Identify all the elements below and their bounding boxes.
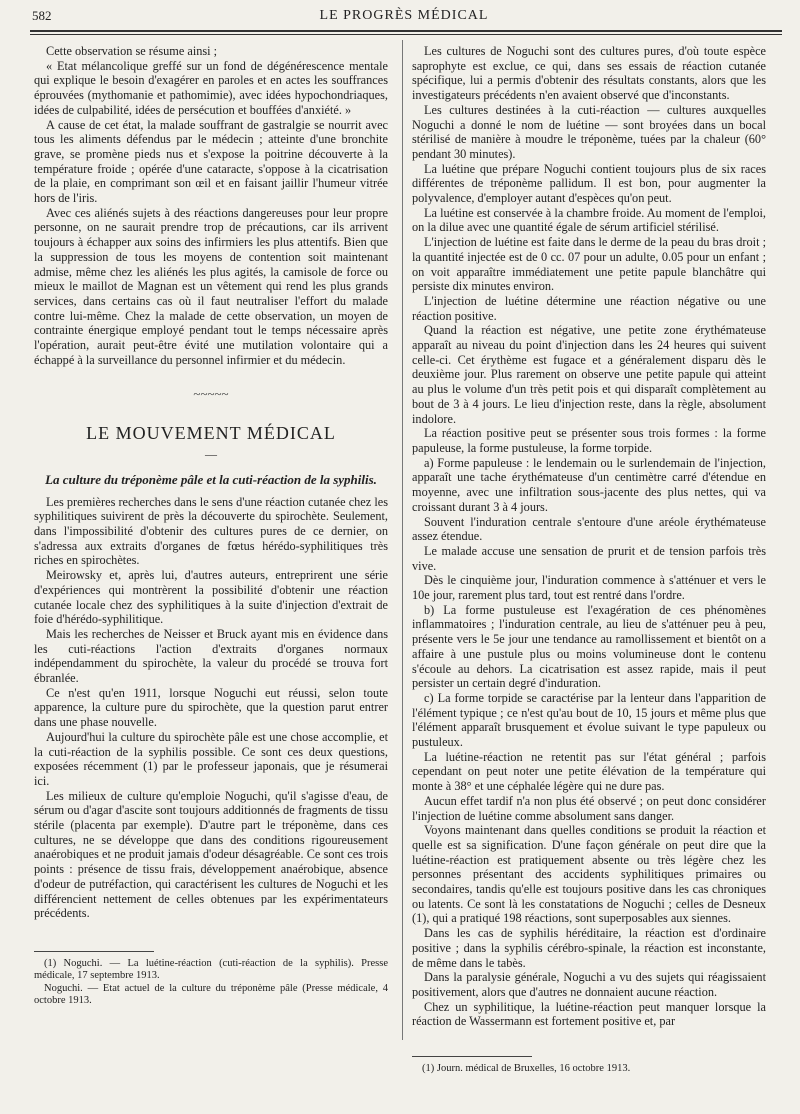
paragraph: L'injection de luétine détermine une réaction négative ou une réaction positive.	[412, 293, 766, 323]
section-dash: —	[205, 446, 217, 461]
paragraph: Dans la paralysie générale, Noguchi a vu des sujets qui réagissaient positivement, alors que d'autres ne donnaient aucune réaction.	[412, 970, 766, 999]
paragraph: Dans les cas de syphilis héréditaire, la réaction est d'ordinaire positive ; dans la syphilis cérébro-spinale, la réaction est inconstante, de même dans le tabès.	[412, 926, 766, 970]
paragraph: La luétine que prépare Noguchi contient toujours plus de six races différentes de tréponème pallidum. Il est bon, pour augmenter la polyvalence, d'employer autant d'espèces qu'on peut.	[412, 161, 766, 206]
paragraph: Meirowsky et, après lui, d'autres auteurs, entreprirent une série d'expériences qui montrèrent la possibilité d'obtenir une réaction cutanée locale chez des syphilitiques à la suite d'injection d'extrait de foie d'hérédo-syphilitique.	[34, 568, 388, 627]
paragraph: Aucun effet tardif n'a non plus été observé ; on peut donc considérer l'injection de luétine comme absolument sans danger.	[412, 793, 766, 823]
right-footnotes	[412, 1056, 766, 1076]
paragraph: Les premières recherches dans le sens d'une réaction cutanée chez les syphilitiques suivirent de près la découverte du spirochète. Seulement, dans l'impossibilité d'obtenir des cultures pures de ce dernier, on s'adressa aux extraits d'organes de fœtus hérédo-syphilitiques très riches en spirochètes.	[34, 494, 388, 568]
paragraph: La réaction positive peut se présenter sous trois formes : la forme papuleuse, la forme pustuleuse, la forme torpide.	[412, 426, 766, 455]
paragraph: La luétine-réaction ne retentit pas sur l'état général ; parfois cependant on peut noter une petite élévation de la température qui monte à 38° et une céphalée légère qui ne dure pas.	[412, 749, 766, 794]
section-ornament: ~~~~~	[193, 386, 229, 402]
paragraph: Chez un syphilitique, la luétine-réaction peut manquer lorsque la réaction de Wassermann est fortement positive et, par	[412, 999, 766, 1029]
right-column	[412, 44, 766, 1029]
page-number: 582	[32, 8, 52, 23]
paragraph: Dès le cinquième jour, l'induration commence à s'atténuer et vers le 10e jour, rarement plus tard, tout est rentré dans l'ordre.	[412, 573, 766, 603]
footnote-rule	[34, 951, 154, 952]
paragraph: Avec ces aliénés sujets à des réactions dangereuses pour leur propre personne, on ne saurait prendre trop de précautions, car ils arrivent toujours à échapper aux soins des infirmiers les plus attentifs. Bien que la suppression de tous les moyens de contention soit maintenant admise, même chez les aliénés les plus agités, la camisole de force ou mieux le maillot de Magnan est un vêtement qui rend les plus grands services, dans certains cas où il faut neutraliser l'effort du malade contre lui-même. Chez la malade de cette observation, un moyen de contrainte énergique employé pendant tout le temps nécessaire après l'opération, aurait peut-être évité une mutilation volontaire qui a échappé à la surveillance du personnel infirmier et du médecin.	[34, 205, 388, 367]
paragraph: c) La forme torpide se caractérise par la lenteur dans l'apparition de l'élément typique ; ce n'est qu'au bout de 10, 15 jours et même plus que l'élément apparaît brusquement et évolue suivant le type papuleux ou pustuleux.	[412, 690, 766, 750]
article-title: La culture du tréponème pâle et la cuti-réaction de la syphilis.	[45, 471, 377, 487]
paragraph: La luétine est conservée à la chambre froide. Au moment de l'emploi, on la dilue avec une quantité égale de sérum artificiel stérilisé.	[412, 205, 766, 235]
paragraph: Aujourd'hui la culture du spirochète pâle est une chose accomplie, et la cuti-réaction de la syphilis possible. Ce sont ces deux questions, exposées récemment (1) par le professeur japonais, que je résumerai ici.	[34, 729, 388, 788]
section-title: LE MOUVEMENT MÉDICAL	[86, 423, 336, 444]
paragraph: b) La forme pustuleuse est l'exagération de ces phénomènes inflammatoires ; l'induration centrale, au lieu de s'atténuer peu à peu, présente vers le 5e jour une tendance au ramollissement et bientôt on a affaire à une pustule plus ou moins volumineuse dont le contenu s'écoule au dehors. La cicatrisation est assez rapide, mais il peut persister un certain degré d'induration.	[412, 602, 766, 691]
paragraph: Les cultures destinées à la cuti-réaction — cultures auxquelles Noguchi a donné le nom de luétine — sont broyées dans un bocal stérilisé de manière à moudre le tréponème, tuées par la chaleur (60° pendant 30 minutes).	[412, 102, 766, 161]
journal-title: LE PROGRÈS MÉDICAL	[319, 8, 489, 23]
paragraph: Les cultures de Noguchi sont des cultures pures, d'où toute espèce saprophyte est exclue, ce qui, dans ses essais de réaction cutanée spécifique, lui a permis d'obtenir des résultats constants, alors que les investigateurs précédents n'en avaient observé que d'inconstants.	[412, 44, 766, 103]
paragraph: Voyons maintenant dans quelles conditions se produit la réaction et quelle est sa signification. D'une façon générale on peut dire que la luétine-réaction est pratiquement absente ou très légère chez les personnes présentant des accidents syphilitiques primaires ou secondaires, tandis qu'elle est toujours positive dans les cas chroniques ou latents. Ce sont là les constatations de Noguchi ; celles de Desneux (1), qui a pratiqué 198 réactions, sont superposables aux siennes.	[412, 823, 766, 926]
paragraph: Le malade accuse une sensation de prurit et de tension parfois très vive.	[412, 543, 766, 573]
paragraph: Mais les recherches de Neisser et Bruck ayant mis en évidence dans les cuti-réactions l'action d'extraits d'organes normaux indépendamment du spirochète, la valeur du procédé se trouva fort ébranlée.	[34, 626, 388, 686]
column-divider	[402, 40, 403, 1040]
paragraph: Cette observation se résume ainsi ;	[46, 44, 218, 58]
footnote: (1) Noguchi. — La luétine-réaction (cuti-réaction de la syphilis). Presse médicale, 17 septembre 1913.	[34, 957, 388, 982]
paragraph: L'injection de luétine est faite dans le derme de la peau du bras droit ; la quantité injectée est de 0 cc. 07 pour un adulte, 0.05 pour un enfant ; on voit apparaître immédiatement une petite papule blanchâtre qui persiste dix minutes environ.	[412, 235, 766, 294]
footnotes	[34, 951, 388, 1008]
footnote-rule	[412, 1056, 532, 1057]
paragraph: Quand la réaction est négative, une petite zone érythémateuse apparaît au niveau du point d'injection dans les 24 heures qui suivent celle-ci. Cet érythème est fugace et a généralement disparu dès le deuxième jour. Plus rarement on observe une petite papule qui atteint au plus le volume d'un très petit pois et qui disparaît complètement au bout de 3 à 4 jours. Le lieu d'injection reste, dans la règle, absolument indolore.	[412, 323, 766, 426]
paragraph: A cause de cet état, la malade souffrant de gastralgie se nourrit avec tous les aliments défendus par le médecin ; atteinte d'une bronchite grave, se promène pieds nus et s'expose la poitrine découverte à la température froide ; opérée d'une cataracte, s'oppose à la cicatrisation de la plaie, en comprimant son œil et en faisant jaillir l'humeur vitrée hors de l'iris.	[34, 117, 388, 206]
paragraph: Les milieux de culture qu'emploie Noguchi, qu'il s'agisse d'eau, de sérum ou d'agar d'ascite sont toujours additionnés de fragments de tissu stérile (placenta par exemple). D'autre part le tréponème, dans ces cultures, ne se développe que dans des conditions rigoureusement anaérobiques et ne produit jamais d'odeur désagréable. Ce sont ces trois points : présence de tissu frais, développement anaérobique, absence d'odeur de putréfaction, qui caractérisent les cultures de Noguchi et les différencient nettement de celles obtenues par les expérimentateurs précédents.	[34, 788, 388, 921]
paragraph: « Etat mélancolique greffé sur un fond de dégénérescence mentale qui explique le besoin d'exagérer en paroles et en actes les souffrances éprouvées (mythomanie et pathomimie), avec idées hypochondriaques, idées de culpabilité, idées de persécution et bouffées d'anxiété. »	[34, 58, 388, 117]
footnote: Noguchi. — Etat actuel de la culture du tréponème pâle (Presse médicale, 4 octobre 1913.	[34, 982, 388, 1007]
paragraph: Souvent l'induration centrale s'entoure d'une aréole érythémateuse assez étendue.	[412, 514, 766, 544]
page-header	[28, 4, 780, 28]
footnote: (1) Journ. médical de Bruxelles, 16 octobre 1913.	[422, 1063, 631, 1074]
paragraph: Ce n'est qu'en 1911, lorsque Noguchi eut réussi, selon toute apparence, la culture pure du spirochète, que la question parut entrer dans une phase nouvelle.	[34, 685, 388, 730]
paragraph: a) Forme papuleuse : le lendemain ou le surlendemain de l'injection, apparaît une tache érythémateuse d'un centimètre carré d'étendue en moyenne, avec une infiltration sous-jacente des plus nettes, qui va croissant durant 3 à 4 jours.	[412, 455, 766, 514]
header-rule	[30, 30, 782, 35]
left-column	[34, 44, 388, 1008]
